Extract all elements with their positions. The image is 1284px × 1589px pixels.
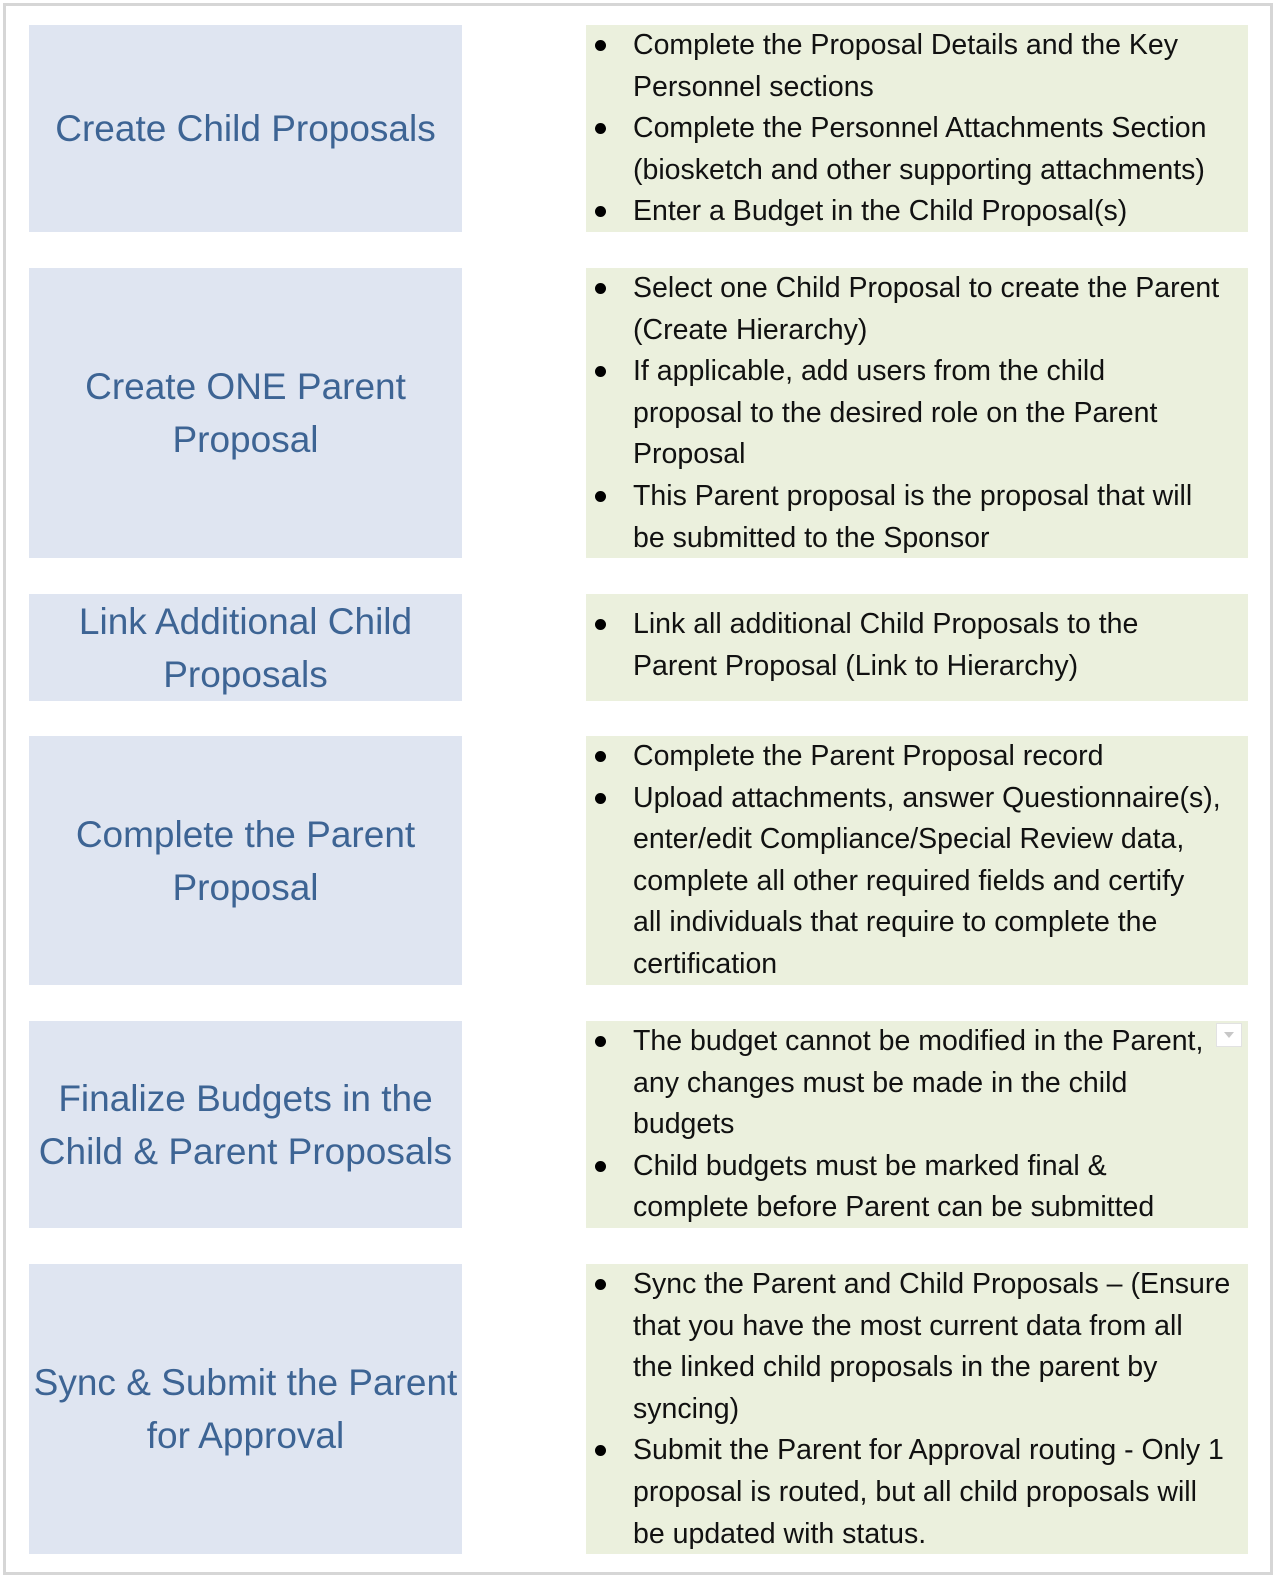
- list-item: Sync the Parent and Child Proposals – (Ensure that you have the most current data from all the linked child proposals in the parent by syncing): [633, 1264, 1246, 1430]
- step-label: Sync & Submit the Parent for Approval: [33, 1362, 458, 1456]
- list-item: This Parent proposal is the proposal that will be submitted to the Sponsor: [633, 476, 1246, 559]
- list-item: Select one Child Proposal to create the Parent (Create Hierarchy): [633, 268, 1246, 351]
- details-create-child-proposals: [586, 25, 1248, 232]
- step-label: Complete the Parent Proposal: [75, 813, 416, 908]
- step-label: Create ONE Parent Proposal: [85, 366, 406, 460]
- step-sync-and-submit-parent: [29, 1264, 462, 1554]
- step-finalize-budgets: [29, 1021, 462, 1228]
- list-item: Upload attachments, answer Questionnaire(s), enter/edit Compliance/Special Review data, complete all other required fields and certify all individuals that require to complete the certification: [633, 778, 1246, 986]
- details-create-one-parent-proposal: [586, 268, 1248, 558]
- bullet-list: [633, 1021, 1246, 1229]
- list-item: Child budgets must be marked final & complete before Parent can be submitted: [633, 1146, 1246, 1229]
- bullet-list: [633, 736, 1246, 986]
- bullet-list: [633, 604, 1246, 687]
- list-item: Complete the Proposal Details and the Key Personnel sections: [633, 25, 1246, 108]
- details-sync-and-submit-parent: [586, 1264, 1248, 1554]
- list-item: Link all additional Child Proposals to the Parent Proposal (Link to Hierarchy): [633, 604, 1246, 687]
- details-link-additional-child-proposals: [586, 594, 1248, 701]
- list-item: Complete the Parent Proposal record: [633, 736, 1246, 778]
- details-complete-the-parent-proposal: [586, 736, 1248, 985]
- step-label: Create Child Proposals: [55, 108, 436, 149]
- bullet-list: [633, 25, 1246, 233]
- bullet-list: [633, 1264, 1246, 1555]
- bullet-list: [633, 268, 1246, 559]
- list-item: Enter a Budget in the Child Proposal(s): [633, 191, 1246, 233]
- list-item: Submit the Parent for Approval routing - Only 1 proposal is routed, but all child proposals will be updated with status.: [633, 1430, 1246, 1555]
- list-item: The budget cannot be modified in the Parent, any changes must be made in the child budgets: [633, 1021, 1246, 1146]
- step-label: Link Additional Child Proposals: [78, 600, 413, 695]
- step-link-additional-child-proposals: [29, 594, 462, 701]
- details-finalize-budgets: [586, 1021, 1248, 1228]
- step-complete-the-parent-proposal: [29, 736, 462, 985]
- list-item: If applicable, add users from the child proposal to the desired role on the Parent Proposal: [633, 351, 1246, 476]
- step-label: Finalize Budgets in the Child & Parent Proposals: [38, 1077, 453, 1172]
- workflow-diagram: [3, 3, 1273, 1575]
- step-create-child-proposals: [29, 25, 462, 232]
- step-create-one-parent-proposal: [29, 268, 462, 558]
- list-item: Complete the Personnel Attachments Section (biosketch and other supporting attachments): [633, 108, 1246, 191]
